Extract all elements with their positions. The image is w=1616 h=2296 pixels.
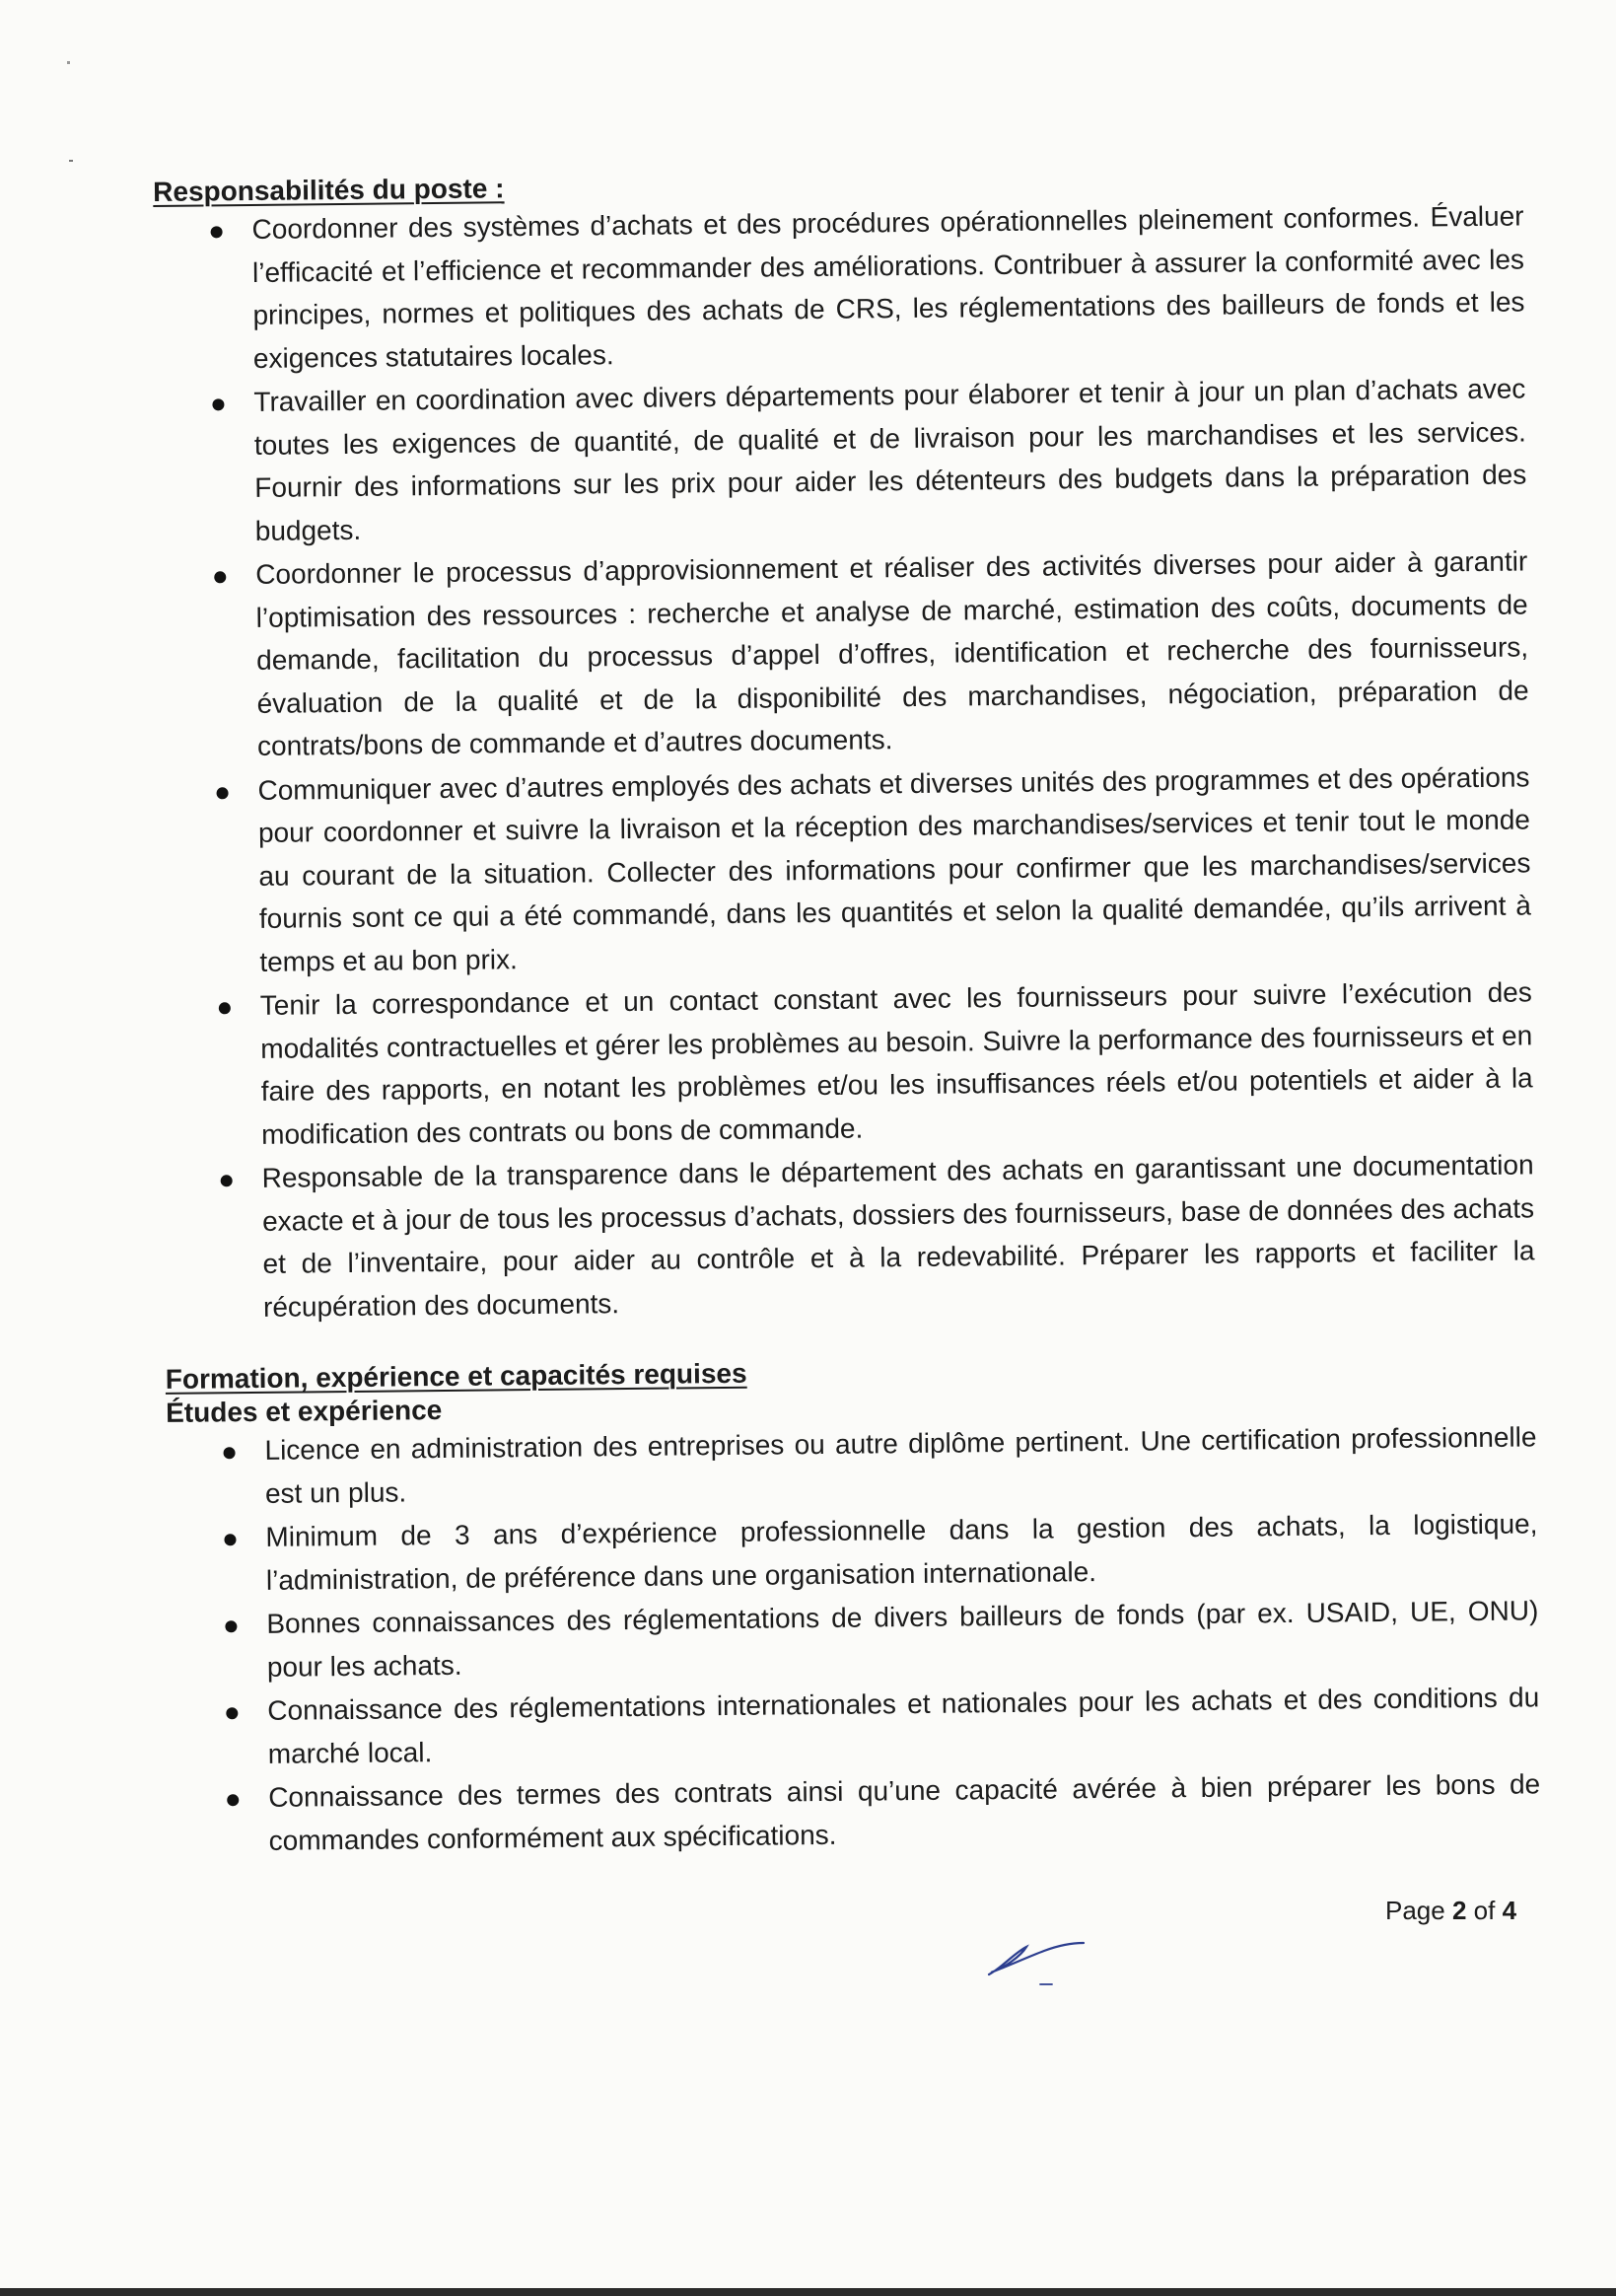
list-item — [162, 970, 1534, 1157]
subheading-education: Études et expérience — [165, 1394, 443, 1428]
bullet-icon — [211, 226, 223, 238]
section-heading-requirements: Formation, expérience et capacités requises — [165, 1357, 747, 1395]
list-item — [169, 1676, 1540, 1776]
initials-signature — [981, 1923, 1089, 1992]
bullet-icon — [226, 1707, 238, 1719]
bullet-icon — [214, 571, 226, 583]
bullet-icon — [224, 1534, 236, 1545]
list-item-text: Coordonner des systèmes d’achats et des procédures opérationnelles pleinement conformes. Évaluer l’efficacité et l’efficience et recommander des améliorations. Contribuer à assurer la conformité avec les principes, normes et politiques des achats de CRS, les réglementations des bailleurs de fonds et les exigences statutaires locales. — [251, 200, 1525, 374]
page-of: of — [1473, 1896, 1496, 1925]
list-item-text: Minimum de 3 ans d’expérience professionnelle dans la gestion des achats, la logistique, l’administration, de préférence dans une organisation internationale. — [265, 1508, 1538, 1596]
bullet-icon — [216, 787, 228, 799]
list-item-text: Connaissance des réglementations internationales et nationales pour les achats et des conditions du marché local. — [267, 1682, 1540, 1769]
bullet-icon — [225, 1620, 237, 1632]
list-item — [159, 755, 1531, 984]
requirements-list — [166, 1415, 1541, 1863]
page-total: 4 — [1502, 1896, 1517, 1925]
list-item — [170, 1762, 1541, 1863]
list-item — [157, 539, 1529, 768]
scan-speck — [67, 61, 70, 64]
scan-bottom-edge — [0, 2288, 1616, 2296]
list-item-text: Bonnes connaissances des réglementations de divers bailleurs de fonds (par ex. USAID, UE, ONU) pour les achats. — [266, 1595, 1539, 1683]
list-item-text: Tenir la correspondance et un contact constant avec les fournisseurs pour suivre l’exécution des modalités contractuelles et gérer les problèmes au besoin. Suivre la performance des fournisseurs et en faire des rapports, en notant les problèmes et/ou les insuffisances réels et/ou potentiels et aider à la modification des contrats ou bons de commande. — [259, 976, 1533, 1150]
page-content — [153, 161, 1541, 1863]
list-item-text: Coordonner le processus d’approvisionnement et réaliser des activités diverses pour aider à garantir l’optimisation des ressources : recherche et analyse de marché, estimation des coûts, documents de demande, facilitation du processus d’appel d’offres, identification et recherche des fournisseurs, évaluation de la qualité et de la disponibilité des marchandises, négociation, préparation de contrats/bons de commande et d’autres documents. — [255, 545, 1529, 761]
scan-speck — [69, 160, 73, 162]
requirements-section — [166, 1348, 1541, 1863]
page-current: 2 — [1451, 1896, 1467, 1925]
list-item-text: Connaissance des termes des contrats ainsi qu’une capacité avérée à bien préparer les bons de commandes conformément aux spécifications. — [268, 1768, 1541, 1856]
section-heading-responsibilities: Responsabilités du poste : — [153, 173, 505, 207]
bullet-icon — [227, 1794, 239, 1806]
list-item-text: Communiquer avec d’autres employés des achats et diverses unités des programmes et des opérations pour coordonner et suivre la livraison et la réception des marchandises/services et tenir tout le monde au courant de la situation. Collecter des informations pour confirmer que les marchandises/services fournis sont ce qui a été commandé, dans les quantités et selon la qualité demandée, qu’ils arrivent à temps et au bon prix. — [257, 760, 1531, 977]
list-item — [153, 194, 1525, 381]
responsibilities-section — [153, 161, 1535, 1328]
bullet-icon — [212, 398, 224, 410]
page-prefix: Page — [1385, 1896, 1445, 1925]
list-item-text: Licence en administration des entreprises ou autre diplôme pertinent. Une certification professionnelle est un plus. — [264, 1421, 1537, 1509]
list-item — [166, 1415, 1537, 1516]
bullet-icon — [224, 1447, 236, 1459]
responsibilities-list — [153, 194, 1535, 1328]
list-item-text: Travailler en coordination avec divers départements pour élaborer et tenir à jour un plan d’achats avec toutes les exigences de quantité, de qualité et de livraison pour les marchandises et les services. Fournir des informations sur les prix pour aider les détenteurs des budgets dans la préparation des budgets. — [253, 373, 1527, 546]
page-number — [1385, 1896, 1516, 1926]
list-item — [168, 1589, 1539, 1689]
bullet-icon — [219, 1002, 231, 1014]
list-item — [163, 1143, 1535, 1329]
list-item — [167, 1502, 1538, 1603]
bullet-icon — [221, 1175, 233, 1186]
list-item — [155, 367, 1527, 553]
list-item-text: Responsable de la transparence dans le département des achats en garantissant une documentation exacte et à jour de tous les processus d’achats, dossiers des fournisseurs, base de données des achats et de l’inventaire, pour aider au contrôle et à la redevabilité. Préparer les rapports et faciliter la récupération des documents. — [261, 1149, 1535, 1323]
